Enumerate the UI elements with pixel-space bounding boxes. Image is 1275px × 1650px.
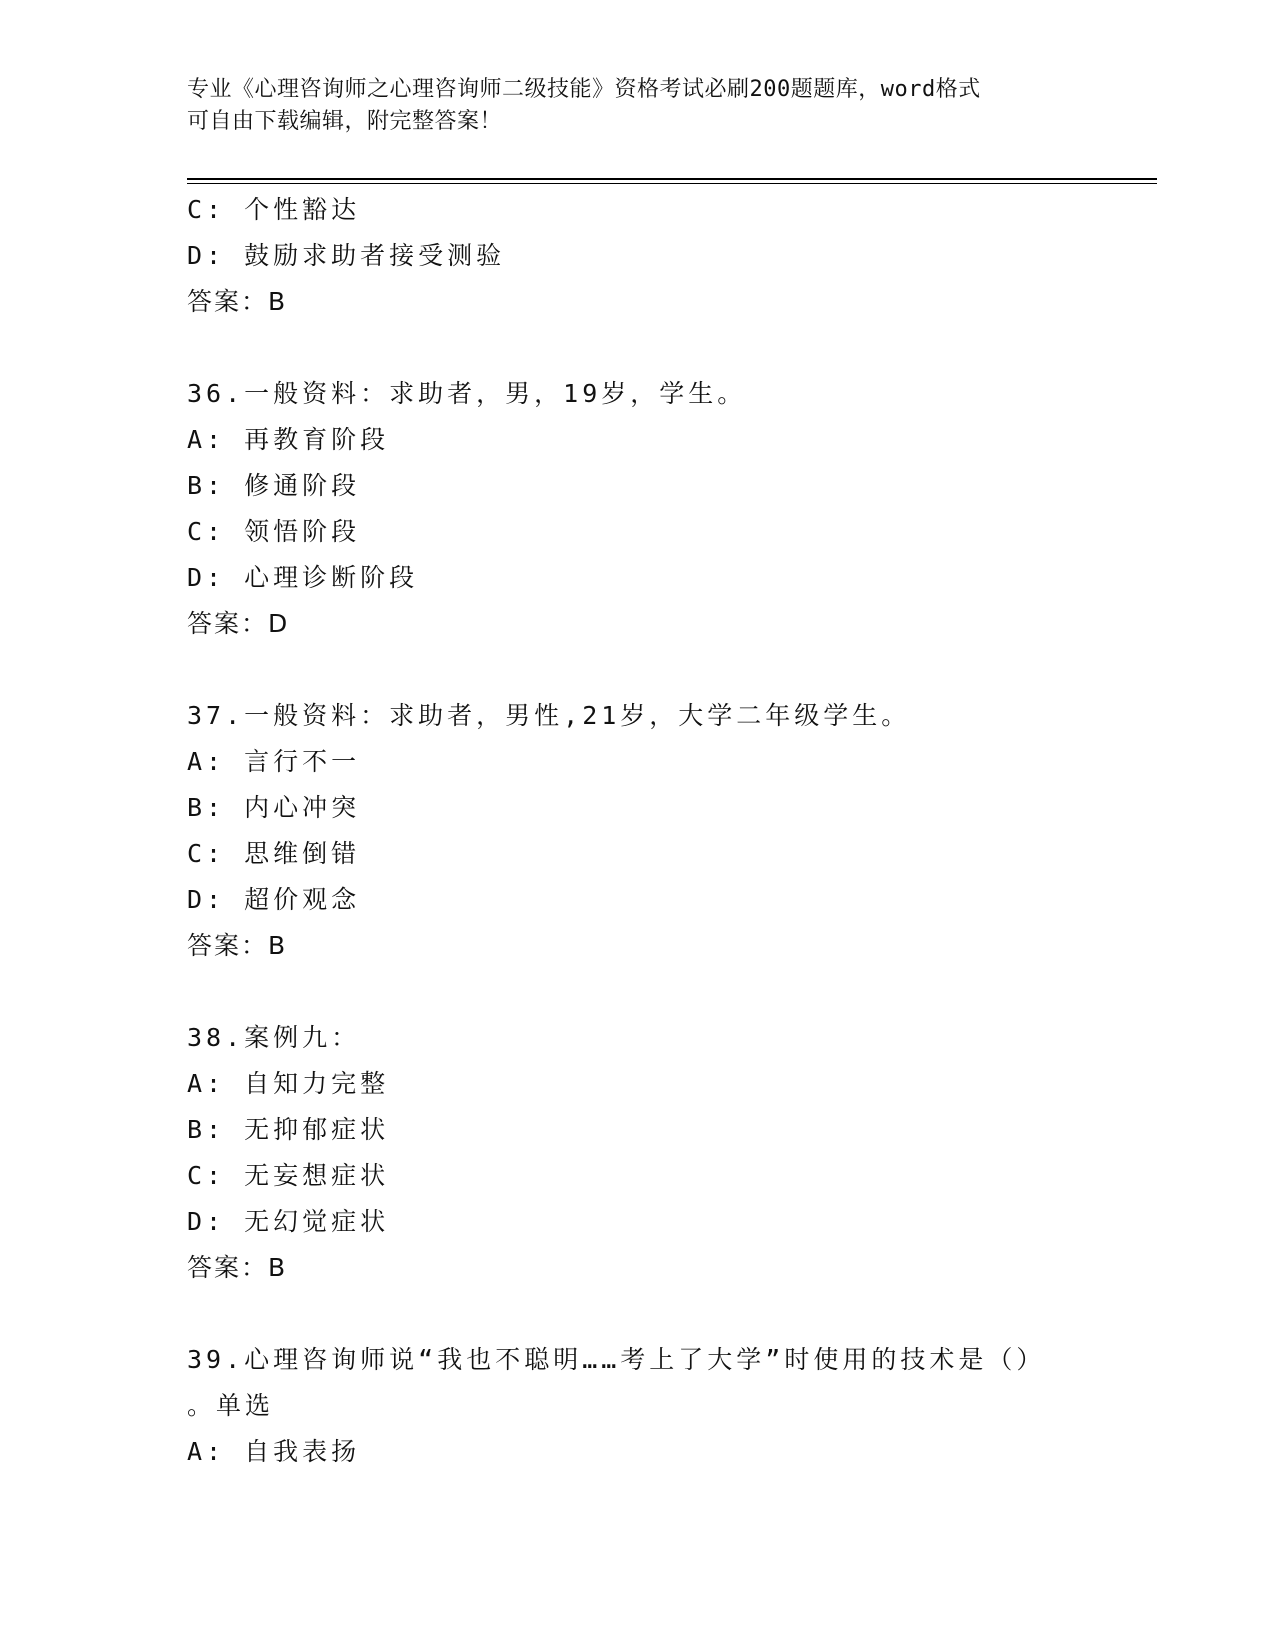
option-b: B: 内心冲突: [187, 793, 361, 822]
option-d: D: 无幻觉症状: [187, 1207, 390, 1236]
question-block-36: [187, 371, 1087, 647]
question-text-line-1: 39.心理咨询师说“我也不聪明……考上了大学”时使用的技术是（）: [187, 1345, 1046, 1374]
answer-line: 答案：B: [187, 931, 288, 960]
option-d: D: 心理诊断阶段: [187, 563, 419, 592]
document-header: [187, 74, 1087, 138]
question-block-37: [187, 693, 1087, 969]
option-c: C: 领悟阶段: [187, 517, 361, 546]
question-block-39: [187, 1337, 1087, 1475]
option-b: B: 无抑郁症状: [187, 1115, 390, 1144]
option-c: C: 思维倒错: [187, 839, 361, 868]
question-text-line-2: 。单选: [187, 1391, 275, 1420]
option-d: D: 超价观念: [187, 885, 361, 914]
header-divider-thin: [187, 183, 1157, 184]
header-line-1: 专业《心理咨询师之心理咨询师二级技能》资格考试必刷200题题库，word格式: [187, 77, 981, 102]
question-block-35: [187, 187, 1087, 325]
option-a: A: 再教育阶段: [187, 425, 390, 454]
option-b: B: 修通阶段: [187, 471, 361, 500]
question-list: [187, 187, 1087, 1475]
option-a: A: 自我表扬: [187, 1437, 361, 1466]
option-c: C: 无妄想症状: [187, 1161, 390, 1190]
question-block-38: [187, 1015, 1087, 1291]
question-text: 36.一般资料：求助者，男，19岁，学生。: [187, 379, 747, 408]
question-text: 38.案例九：: [187, 1023, 361, 1052]
question-text: 37.一般资料：求助者，男性,21岁，大学二年级学生。: [187, 701, 911, 730]
answer-line: 答案：B: [187, 287, 288, 316]
option-d: D: 鼓励求助者接受测验: [187, 241, 506, 270]
answer-line: 答案：D: [187, 609, 290, 638]
option-a: A: 自知力完整: [187, 1069, 390, 1098]
answer-line: 答案：B: [187, 1253, 288, 1282]
header-divider-thick: [187, 178, 1157, 180]
option-a: A: 言行不一: [187, 747, 361, 776]
header-line-2: 可自由下载编辑，附完整答案！: [187, 109, 503, 134]
option-c: C: 个性豁达: [187, 195, 361, 224]
